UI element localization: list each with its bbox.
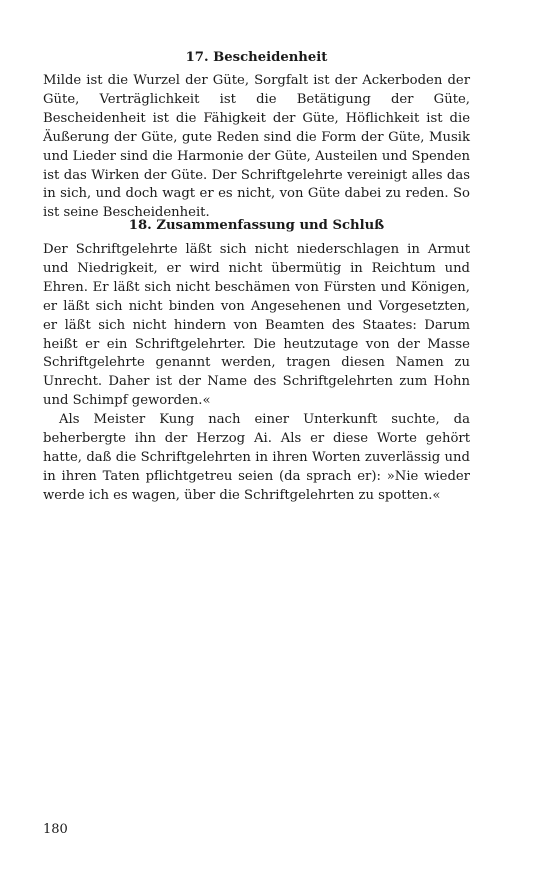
section-17-paragraph-1: Milde ist die Wurzel der Güte, Sorgfalt ist der Ackerboden der Güte, Verträglichkeit ist die Betätigung der Güte, Bescheidenheit ist die Fähigkeit der Güte, Höflichkeit ist die Äußerung der Güte, gute Reden sind die Form der Güte, Musik und Lieder sind die Harmonie der Güte, Austeilen und Spenden ist das Wirken der Güte. Der Schriftgelehrte vereinigt alles das in sich, und doch wagt er es nicht, von Güte dabei zu reden. So ist seine Bescheidenheit. — [43, 73, 470, 221]
section-17-title: 17. Bescheidenheit — [185, 50, 328, 65]
section-18-body — [43, 241, 470, 506]
section-18-paragraph-2: Als Meister Kung nach einer Unterkunft suchte, da beherbergte ihn der Herzog Ai. Als er diese Worte gehört hatte, daß die Schriftgelehrten in ihren Worten zuverlässig und in ihren Taten pflichtgetreu seien (da sprach er): »Nie wieder werde ich es wagen, über die Schriftgelehrten zu spotten.« — [43, 412, 470, 503]
page-number: 180 — [43, 822, 68, 837]
section-18-title: 18. Zusammenfassung und Schluß — [128, 218, 385, 233]
section-18-paragraph-1: Der Schriftgelehrte läßt sich nicht niederschlagen in Armut und Niedrigkeit, er wird nicht übermütig in Reichtum und Ehren. Er läßt sich nicht beschämen von Fürsten und Königen, er läßt sich nicht binden von Angesehenen und Vorgesetzten, er läßt sich nicht hindern von Beamten des Staates: Darum heißt er ein Schriftgelehrter. Die heutzutage von der Masse Schriftgelehrte genannt werden, tragen diesen Namen zu Unrecht. Daher ist der Name des Schriftgelehrten zum Hohn und Schimpf geworden.« — [43, 242, 470, 409]
book-page — [43, 0, 470, 880]
section-17-body — [43, 72, 470, 223]
